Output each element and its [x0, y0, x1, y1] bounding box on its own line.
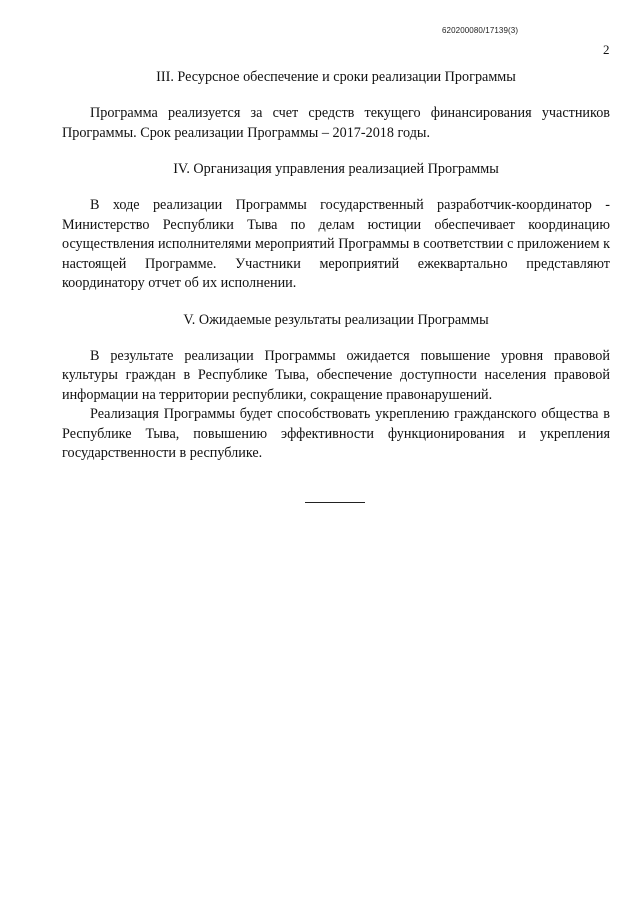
section-results [62, 311, 610, 464]
section-heading: IV. Организация управления реализацией Программы [173, 161, 499, 177]
section-heading: V. Ожидаемые результаты реализации Программы [183, 311, 489, 328]
document-body [62, 68, 610, 481]
end-separator-line [305, 502, 365, 503]
section-paragraphs [62, 104, 610, 143]
section-paragraphs [62, 347, 610, 464]
section-paragraphs [62, 196, 610, 294]
section-resources [62, 68, 610, 143]
paragraph: Программа реализуется за счет средств текущего финансирования участников Программы. Срок реализации Программы – 2017-2018 годы. [62, 105, 610, 141]
section-management [62, 160, 610, 294]
document-code: 620200080/17139(3) [442, 26, 519, 35]
section-heading: III. Ресурсное обеспечение и сроки реализации Программы [156, 69, 516, 85]
paragraph: Реализация Программы будет способствовать укреплению гражданского общества в Республике Тыва, повышению эффективности функционирования и укрепления государственности в республике. [62, 406, 610, 461]
page-number: 2 [603, 42, 610, 57]
paragraph: В результате реализации Программы ожидается повышение уровня правовой культуры граждан в Республике Тыва, обеспечение доступности населения правовой информации на территории республики, сокращение правонарушений. [62, 347, 610, 403]
paragraph: В ходе реализации Программы государственный разработчик-координатор - Министерство Республики Тыва по делам юстиции обеспечивает координацию осуществления исполнителями мероприятий Программы в соответствии с приложением к настоящей Программе. Участники мероприятий ежеквартально представляют координатору отчет об их исполнении. [62, 197, 610, 291]
